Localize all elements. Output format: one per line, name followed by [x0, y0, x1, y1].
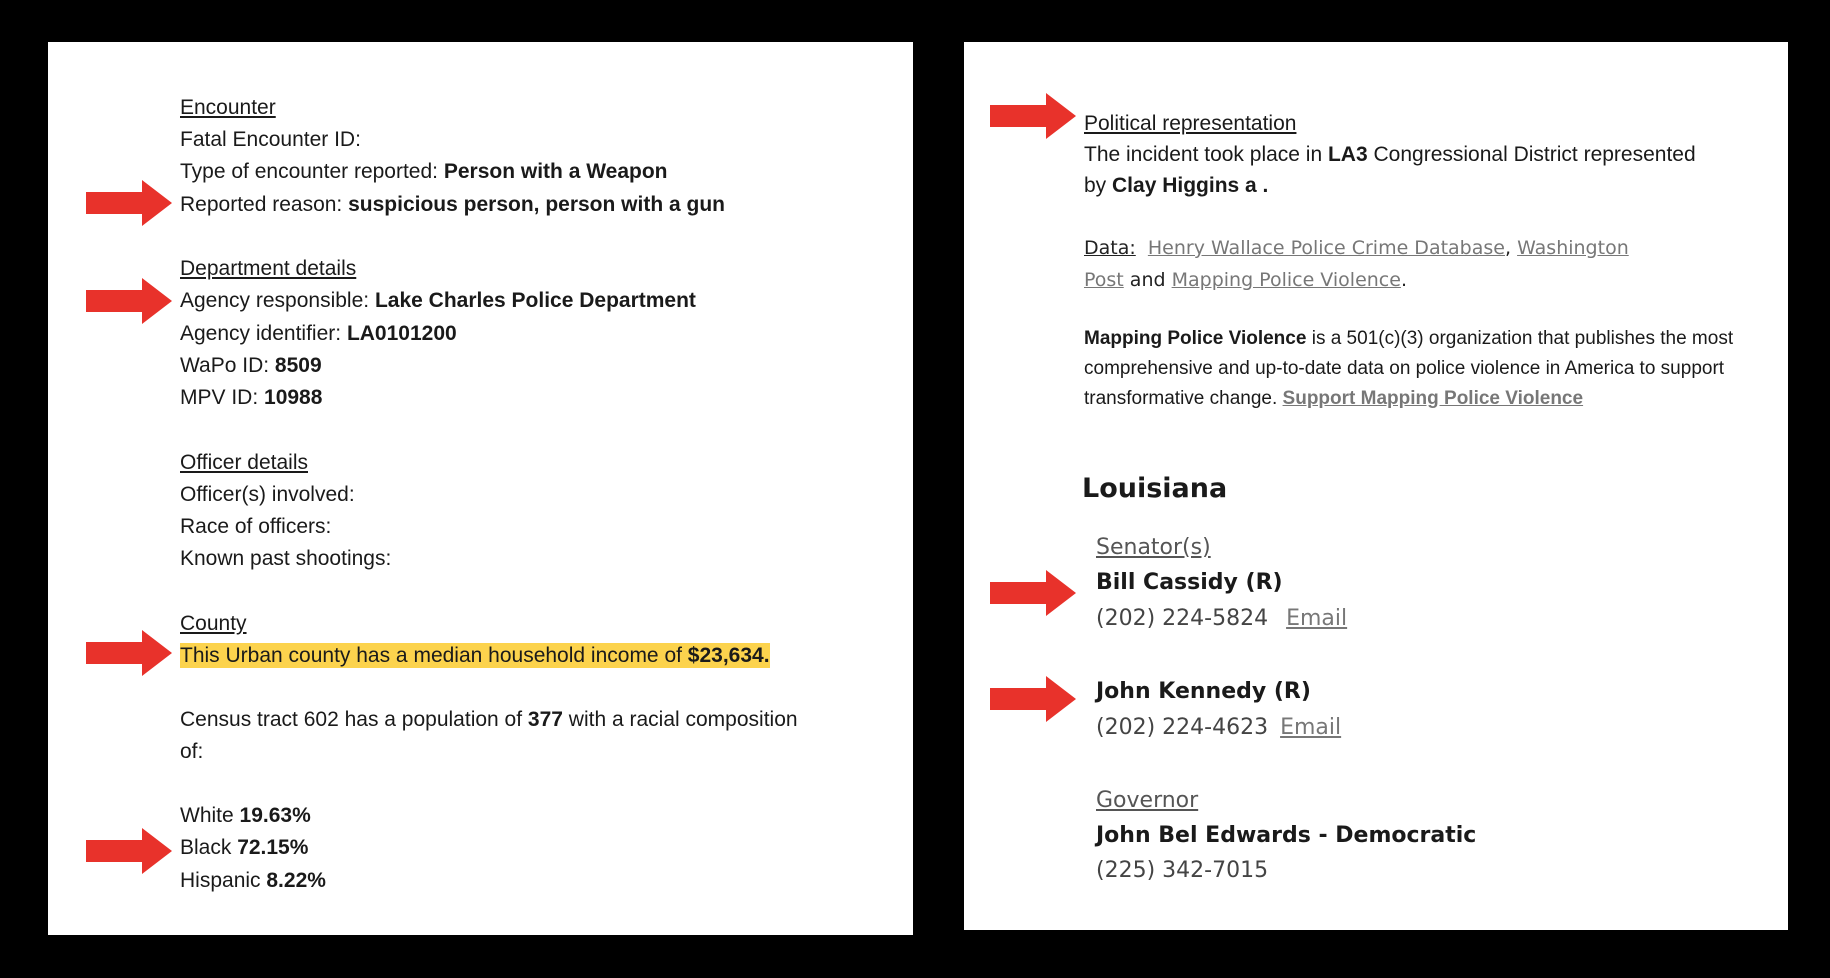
senator-1-name: Bill Cassidy (R) — [1096, 570, 1283, 595]
senators-heading: Senator(s) — [1096, 535, 1211, 560]
governor-name: John Bel Edwards - Democratic — [1096, 823, 1477, 848]
source-link-hwpcd[interactable]: Henry Wallace Police Crime Database — [1147, 237, 1505, 259]
mpv-description: Mapping Police Violence is a 501(c)(3) organization that publishes the most comprehensive and up-to-date data on police violence in America to support transformative change. Support Mapping Police Violence — [1084, 328, 1734, 409]
senator-1-email-link[interactable]: Email — [1286, 606, 1348, 631]
arrow-icon-agency — [86, 278, 172, 324]
officer-race: Race of officers: — [180, 515, 332, 538]
source-link-mpv[interactable]: Mapping Police Violence — [1171, 269, 1401, 291]
state-title: Louisiana — [1082, 473, 1228, 504]
county-heading: County — [180, 612, 247, 635]
senator-2-contact: (202) 224-4623 Email — [1096, 715, 1342, 740]
arrow-icon-senator-1 — [990, 570, 1076, 616]
reported-reason: Reported reason: suspicious person, person with a gun — [180, 193, 725, 216]
support-mpv-link[interactable]: Support Mapping Police Violence — [1282, 388, 1584, 409]
agency-identifier: Agency identifier: LA0101200 — [180, 322, 457, 345]
representation-panel — [964, 42, 1788, 930]
representative-line: by Clay Higgins a . — [1084, 174, 1269, 197]
arrow-icon-senator-2 — [990, 676, 1076, 722]
source-link-washington-post[interactable]: Washington — [1517, 237, 1629, 259]
race-hispanic: Hispanic 8.22% — [180, 869, 326, 892]
officer-heading: Officer details — [180, 451, 308, 474]
fatal-encounter-id: Fatal Encounter ID: — [180, 128, 361, 151]
encounter-heading: Encounter — [180, 96, 276, 119]
source-link-washington-post-2[interactable]: Post — [1084, 269, 1124, 291]
senator-2-email-link[interactable]: Email — [1280, 715, 1342, 740]
arrow-icon-reason — [86, 180, 172, 226]
data-sources-line-1: Data: Henry Wallace Police Crime Database, Washington — [1084, 237, 1629, 259]
census-line-2: of: — [180, 740, 204, 763]
arrow-icon-political — [990, 93, 1076, 139]
senator-2-name: John Kennedy (R) — [1096, 679, 1311, 704]
agency-responsible: Agency responsible: Lake Charles Police Department — [180, 289, 696, 312]
census-line-1: Census tract 602 has a population of 377 with a racial composition — [180, 708, 798, 731]
governor-phone: (225) 342-7015 — [1096, 858, 1269, 883]
department-heading: Department details — [180, 257, 357, 280]
county-income: This Urban county has a median household income of $23,634. — [180, 644, 770, 667]
encounter-type: Type of encounter reported: Person with a Weapon — [180, 160, 668, 183]
district-line: The incident took place in LA3 Congressional District represented — [1084, 143, 1696, 166]
past-shootings: Known past shootings: — [180, 547, 392, 570]
officers-involved: Officer(s) involved: — [180, 483, 355, 506]
mpv-id: MPV ID: 10988 — [180, 386, 323, 409]
race-white: White 19.63% — [180, 804, 311, 827]
incident-details-panel — [48, 42, 913, 935]
race-black: Black 72.15% — [180, 836, 309, 859]
data-sources-line-2: Post and Mapping Police Violence. — [1084, 269, 1407, 291]
wapo-id: WaPo ID: 8509 — [180, 354, 322, 377]
governor-heading: Governor — [1096, 788, 1199, 813]
senator-1-contact: (202) 224-5824 Email — [1096, 606, 1348, 631]
arrow-icon-race — [86, 828, 172, 874]
political-heading: Political representation — [1084, 112, 1297, 135]
arrow-icon-county — [86, 630, 172, 676]
